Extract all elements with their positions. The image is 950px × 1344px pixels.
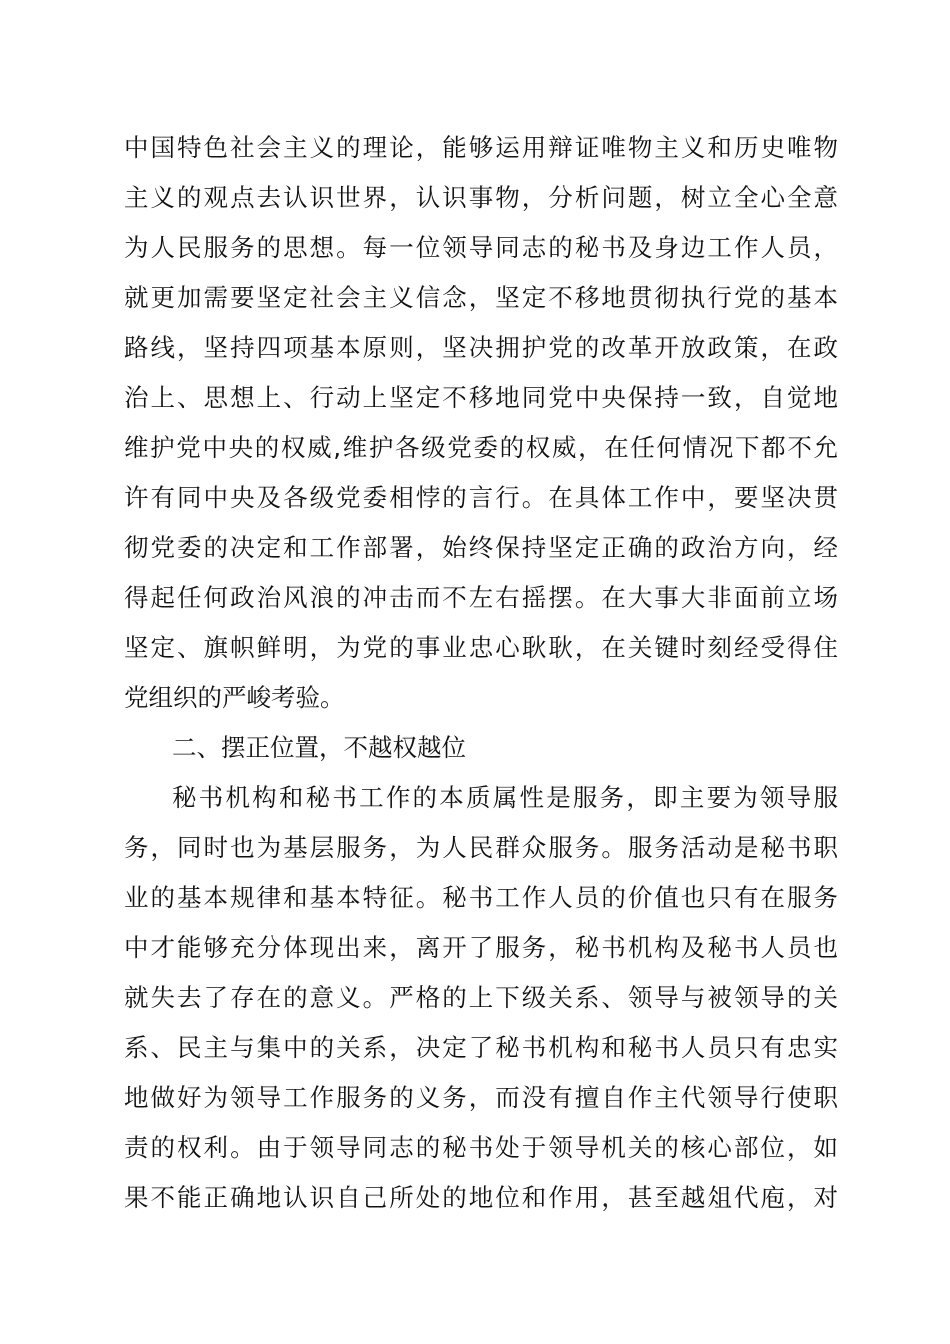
text-line-17: 中才能够充分体现出来，离开了服务，秘书机构及秘书人员也 <box>124 933 838 962</box>
text-line-20: 地做好为领导工作服务的义务，而没有擅自作主代领导行使职 <box>124 1083 838 1112</box>
text-line-21: 责的权利。由于领导同志的秘书处于领导机关的核心部位，如 <box>124 1133 838 1162</box>
text-line-2: 主义的观点去认识世界，认识事物，分析问题，树立全心全意 <box>124 183 838 212</box>
text-line-11: 坚定、旗帜鲜明，为党的事业忠心耿耿，在关键时刻经受得住 <box>124 633 838 662</box>
text-line-12: 党组织的严峻考验。 <box>124 683 345 712</box>
text-line-1: 中国特色社会主义的理论，能够运用辩证唯物主义和历史唯物 <box>124 133 838 162</box>
section-heading: 二、摆正位置，不越权越位 <box>172 733 466 762</box>
text-line-3: 为人民服务的思想。每一位领导同志的秘书及身边工作人员， <box>124 233 838 262</box>
text-line-19: 系、民主与集中的关系，决定了秘书机构和秘书人员只有忠实 <box>124 1033 838 1062</box>
text-line-9: 彻党委的决定和工作部署，始终保持坚定正确的政治方向，经 <box>124 533 838 562</box>
text-line-6: 治上、思想上、行动上坚定不移地同党中央保持一致，自觉地 <box>124 383 838 412</box>
text-line-14: 秘书机构和秘书工作的本质属性是服务，即主要为领导服 <box>172 783 838 812</box>
text-line-5: 路线，坚持四项基本原则，坚决拥护党的改革开放政策，在政 <box>124 333 838 362</box>
text-line-16: 业的基本规律和基本特征。秘书工作人员的价值也只有在服务 <box>124 883 838 912</box>
text-line-10: 得起任何政治风浪的冲击而不左右摇摆。在大事大非面前立场 <box>124 583 838 612</box>
text-line-8: 许有同中央及各级党委相悖的言行。在具体工作中，要坚决贯 <box>124 483 838 512</box>
text-line-22: 果不能正确地认识自己所处的地位和作用，甚至越俎代庖，对 <box>124 1183 838 1212</box>
text-line-15: 务，同时也为基层服务，为人民群众服务。服务活动是秘书职 <box>124 833 838 862</box>
text-line-18: 就失去了存在的意义。严格的上下级关系、领导与被领导的关 <box>124 983 838 1012</box>
text-line-4: 就更加需要坚定社会主义信念，坚定不移地贯彻执行党的基本 <box>124 283 838 312</box>
text-line-7: 维护党中央的权威,维护各级党委的权威，在任何情况下都不允 <box>124 433 838 462</box>
